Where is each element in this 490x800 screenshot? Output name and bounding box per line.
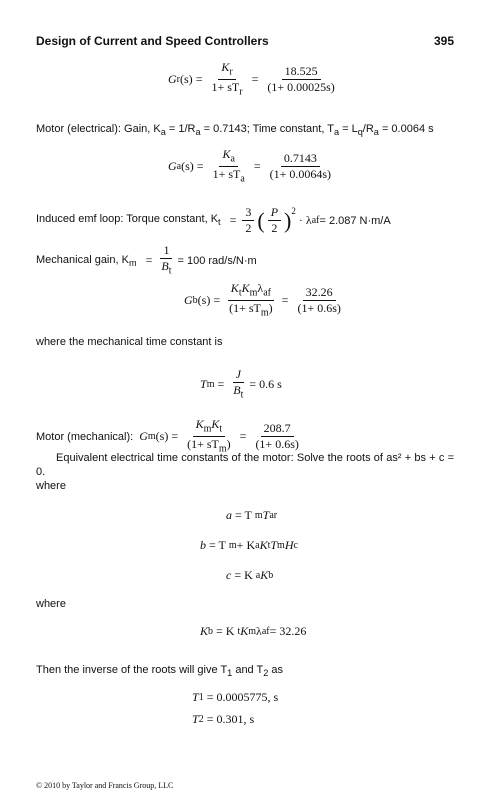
fraction: $\frac{J}{B_t}$ (233, 367, 244, 401)
where-text-1: where (36, 480, 66, 492)
equation-gb: G b (s) = $\frac{K_tK_m\lambda_{af}}{(1+ sT_m)}$ = $\frac{32.26}{(1+ 0.6s)}$ (184, 282, 347, 320)
equation-t2: T 2 = 0.301, s (192, 712, 255, 726)
fraction: $\frac{K_r}{1+ sT_r}$ (211, 60, 243, 98)
fraction: $\frac{K_mK_t}{(1+ sT_m)}$ (187, 417, 231, 455)
equation-gr: G r (s) = $\frac{K_r}{1+ sT_r}$ = $\frac{18.525}{(1+ 0.00025s)}$ (168, 61, 341, 99)
equation-ga: G a (s) = $\frac{K_a}{1+ sT_a}$ = $\frac{0.7143}{(1+ 0.0064s)}$ (168, 148, 337, 186)
fraction: $\frac{208.7}{(1+ 0.6s)}$ (255, 421, 299, 452)
then-text: Then the inverse of the roots will give $T_1$ and $T_2$ as (36, 664, 284, 679)
fraction: $\frac{K_tK_m\lambda_{af}}{(1+ sT_m)}$ (229, 281, 273, 319)
equation-b: b = T m + K a K t T m H c (200, 538, 298, 552)
equation-c: c = K a K b (226, 568, 274, 582)
equation-tm: T m = $\frac{J}{B_t}$ = 0.6 s (200, 367, 282, 401)
equivalent-text: Equivalent electrical time constants of the motor: Solve the roots of as² + bs + c = 0. (36, 452, 454, 478)
equation-a: a = T m T ar (226, 508, 278, 522)
where-mechanical-text: where the mechanical time constant is (36, 336, 223, 348)
fraction: $\frac{K_a}{1+ sT_a}$ (212, 147, 245, 185)
fraction: $\frac{0.7143}{(1+ 0.0064s)}$ (269, 151, 332, 182)
fraction: $\frac{18.525}{(1+ 0.00025s)}$ (267, 64, 335, 95)
chapter-title: Design of Current and Speed Controllers (36, 34, 269, 48)
where-text-2: where (36, 598, 66, 610)
equation-t1: T 1 = 0.0005775, s (192, 690, 279, 704)
page-number: 395 (433, 34, 454, 48)
equation-torque-constant: Induced emf loop: Torque constant, $K_t$ = $\frac{3}{2}$ ( $\frac{P}{2}$ ) $^2$ · λ af = 2.087 N·m/A (36, 205, 391, 235)
fraction: $\frac{P}{2}$ (268, 206, 281, 235)
equation-kb: K b = K t K m λ af = 32.26 (200, 624, 307, 638)
equation-gm: Motor (mechanical): G m (s) = $\frac{K_mK_t}{(1+ sT_m)}$ = $\frac{208.7}{(1+ 0.6s)}$ (36, 418, 305, 456)
page-header (36, 34, 454, 50)
fraction: $\frac{1}{B_t}$ (161, 243, 172, 277)
copyright-footer: © 2010 by Taylor and Francis Group, LLC (36, 781, 174, 790)
motor-electrical-text: Motor (electrical): Gain, $K_a = 1/R_a = 0.7143$; Time constant, $T_a = L_q/R_a = 0.0064$ s (36, 123, 434, 138)
equation-mechanical-gain: Mechanical gain, $K_m$ = $\frac{1}{B_t}$ = 100 rad/s/N·m (36, 243, 257, 277)
fraction: $\frac{3}{2}$ (242, 206, 254, 235)
fraction: $\frac{32.26}{(1+ 0.6s)}$ (297, 285, 341, 316)
